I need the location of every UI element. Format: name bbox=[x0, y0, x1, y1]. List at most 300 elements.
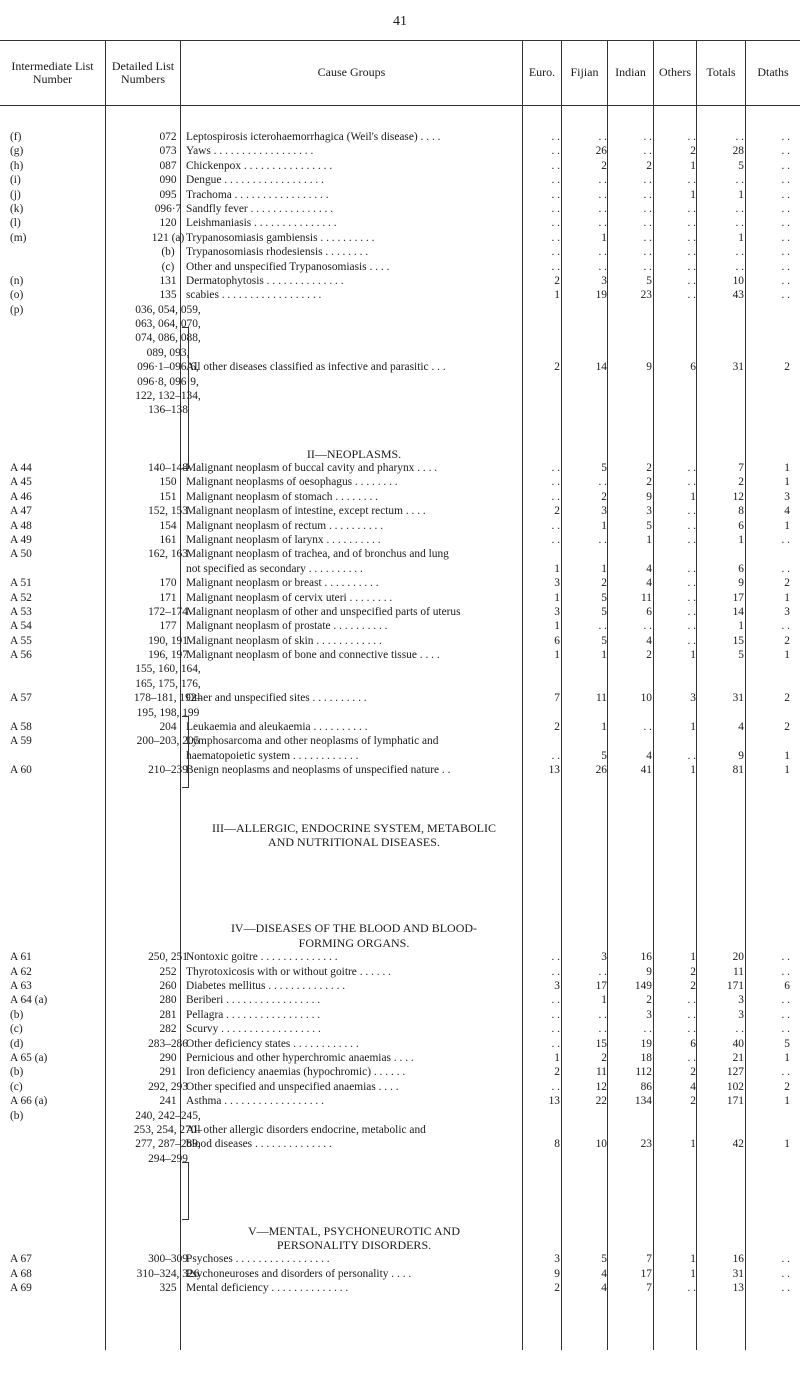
indian-count: . . bbox=[643, 131, 652, 143]
others-count: . . bbox=[687, 505, 696, 518]
others-count: . . bbox=[687, 620, 696, 633]
detailed-list-numbers: 310–324, 326 bbox=[136, 1267, 200, 1280]
section-title: IV—DISEASES OF THE BLOOD AND BLOOD- bbox=[230, 921, 478, 936]
detailed-list-numbers: 155, 160, 164, bbox=[135, 663, 201, 676]
deaths-count: . . bbox=[781, 202, 790, 215]
section-title: II—NEOPLASMS. bbox=[306, 446, 402, 461]
totals-count: 28 bbox=[732, 145, 744, 158]
detailed-list-numbers: 171 bbox=[159, 591, 177, 604]
cause-group: Psychoses . . . . . . . . . . . . . . . . . bbox=[186, 1253, 330, 1266]
table-row bbox=[0, 993, 800, 1007]
table-row bbox=[0, 360, 800, 374]
others-count: . . bbox=[687, 1008, 696, 1021]
totals-count: 8 bbox=[738, 505, 744, 518]
detailed-list-numbers: 294–299 bbox=[148, 1152, 188, 1165]
table-row bbox=[0, 792, 800, 806]
indian-count: 2 bbox=[646, 649, 652, 662]
section-title: PERSONALITY DISORDERS. bbox=[276, 1238, 432, 1253]
indian-count: 5 bbox=[646, 274, 652, 287]
fijian-count: 15 bbox=[595, 1037, 607, 1050]
totals-count: 17 bbox=[732, 591, 744, 604]
fijian-count: 5 bbox=[601, 605, 607, 618]
totals-count: 15 bbox=[732, 634, 744, 647]
intermediate-list-number: A 62 bbox=[10, 965, 32, 978]
fijian-count: 3 bbox=[601, 274, 607, 287]
fijian-count: . . bbox=[598, 965, 607, 978]
indian-count: 6 bbox=[646, 605, 652, 618]
deaths-count: . . bbox=[781, 1008, 790, 1021]
deaths-count: . . bbox=[781, 131, 790, 143]
fijian-count: 2 bbox=[601, 159, 607, 172]
indian-count: 86 bbox=[640, 1080, 652, 1093]
header-rule bbox=[0, 105, 800, 106]
intermediate-list-number: A 44 bbox=[10, 461, 32, 474]
detailed-list-numbers: 096·8, 096·9, bbox=[137, 375, 199, 388]
detailed-list-numbers: 291 bbox=[159, 1066, 177, 1079]
totals-count: 1 bbox=[738, 533, 744, 546]
euro-count: 13 bbox=[548, 764, 560, 777]
indian-count: 112 bbox=[635, 1066, 652, 1079]
indian-count: 1 bbox=[646, 533, 652, 546]
detailed-list-numbers: 140–148 bbox=[148, 461, 188, 474]
indian-count: 7 bbox=[646, 1282, 652, 1295]
cause-group: Malignant neoplasm of trachea, and of bronchus and lung bbox=[186, 548, 449, 561]
others-count: 6 bbox=[690, 1037, 696, 1050]
euro-count: . . bbox=[551, 159, 560, 172]
table-row bbox=[0, 1195, 800, 1209]
table-row bbox=[0, 878, 800, 892]
totals-count: 12 bbox=[732, 490, 744, 503]
table-row bbox=[0, 1051, 800, 1065]
detailed-list-numbers: 252 bbox=[159, 965, 177, 978]
fijian-count: 5 bbox=[601, 749, 607, 762]
table-row bbox=[0, 950, 800, 964]
table-row bbox=[0, 1166, 800, 1180]
indian-count: 3 bbox=[646, 505, 652, 518]
detailed-list-numbers: 152, 153 bbox=[148, 505, 188, 518]
table-row bbox=[0, 504, 800, 518]
fijian-count: 5 bbox=[601, 634, 607, 647]
header-cause-groups: Cause Groups bbox=[317, 65, 386, 79]
table-row bbox=[0, 389, 800, 403]
deaths-count: . . bbox=[781, 1066, 790, 1079]
fijian-count: . . bbox=[598, 202, 607, 215]
cause-group: Malignant neoplasm or breast . . . . . . . . . . bbox=[186, 577, 379, 590]
totals-count: 171 bbox=[726, 1095, 744, 1108]
fijian-count: 1 bbox=[601, 649, 607, 662]
others-count: . . bbox=[687, 519, 696, 532]
table-row bbox=[0, 130, 800, 144]
deaths-count: . . bbox=[781, 994, 790, 1007]
table-row bbox=[0, 677, 800, 691]
header-totals: Totals bbox=[706, 65, 736, 79]
euro-count: . . bbox=[551, 131, 560, 143]
header-intermediate-list-number: Intermediate List Number bbox=[11, 58, 94, 86]
grouping-brace bbox=[182, 327, 189, 469]
table-row bbox=[0, 475, 800, 489]
fijian-count: 5 bbox=[601, 461, 607, 474]
others-count: . . bbox=[687, 562, 696, 575]
grouping-brace bbox=[182, 1162, 189, 1220]
table-row bbox=[0, 1267, 800, 1281]
intermediate-list-number: (j) bbox=[10, 188, 21, 201]
table-row bbox=[0, 260, 800, 274]
indian-count: . . bbox=[643, 1023, 652, 1036]
detailed-list-numbers: 135 bbox=[159, 289, 177, 302]
others-count: 1 bbox=[690, 764, 696, 777]
header-indian: Indian bbox=[615, 65, 646, 79]
totals-count: 1 bbox=[738, 620, 744, 633]
others-count: . . bbox=[687, 1023, 696, 1036]
cause-group: Malignant neoplasm of buccal cavity and pharynx . . . . bbox=[186, 461, 438, 474]
cause-group: Malignant neoplasms of oesophagus . . . . . . . . bbox=[186, 476, 398, 489]
fijian-count: . . bbox=[598, 131, 607, 143]
euro-count: . . bbox=[551, 202, 560, 215]
detailed-list-numbers: 172–174 bbox=[148, 605, 188, 618]
detailed-list-numbers: 241 bbox=[159, 1095, 177, 1108]
indian-count: 134 bbox=[634, 1095, 652, 1108]
fijian-count: 4 bbox=[601, 1267, 607, 1280]
fijian-count: 4 bbox=[601, 1282, 607, 1295]
table-row bbox=[0, 288, 800, 302]
deaths-count: 1 bbox=[784, 764, 790, 777]
indian-count: 2 bbox=[646, 461, 652, 474]
cause-group: Diabetes mellitus . . . . . . . . . . . . . . bbox=[186, 980, 346, 993]
euro-count: 1 bbox=[554, 649, 560, 662]
table-row bbox=[0, 519, 800, 533]
detailed-list-numbers: 063, 064, 070, bbox=[135, 318, 201, 331]
intermediate-list-number: (c) bbox=[10, 1080, 23, 1093]
intermediate-list-number: A 53 bbox=[10, 605, 32, 618]
others-count: 1 bbox=[690, 951, 696, 964]
intermediate-list-number: A 67 bbox=[10, 1253, 32, 1266]
euro-count: 1 bbox=[554, 289, 560, 302]
detailed-list-numbers: 200–203, 205 bbox=[136, 735, 200, 748]
header-euro: Euro. bbox=[528, 65, 556, 79]
others-count: . . bbox=[687, 274, 696, 287]
indian-count: 9 bbox=[646, 965, 652, 978]
fijian-count: 11 bbox=[596, 1066, 607, 1079]
detailed-list-numbers: 281 bbox=[159, 1008, 177, 1021]
table-row bbox=[0, 303, 800, 317]
indian-count: 2 bbox=[646, 476, 652, 489]
intermediate-list-number: (l) bbox=[10, 217, 21, 230]
indian-count: 4 bbox=[646, 562, 652, 575]
cause-group: Other and unspecified sites . . . . . . . . . . bbox=[186, 692, 367, 705]
intermediate-list-number: (d) bbox=[10, 1037, 24, 1050]
euro-count: 3 bbox=[554, 577, 560, 590]
others-count: 6 bbox=[690, 361, 696, 374]
table-row bbox=[0, 1094, 800, 1108]
totals-count: 31 bbox=[732, 1267, 744, 1280]
indian-count: 2 bbox=[646, 159, 652, 172]
totals-count: 1 bbox=[738, 231, 744, 244]
euro-count: 3 bbox=[554, 605, 560, 618]
cause-group: Dermatophytosis . . . . . . . . . . . . . . bbox=[186, 274, 344, 287]
fijian-count: 5 bbox=[601, 591, 607, 604]
table-row bbox=[0, 188, 800, 202]
intermediate-list-number: (o) bbox=[10, 289, 24, 302]
detailed-list-numbers: 096·7 bbox=[154, 202, 182, 215]
cause-group: Other and unspecified Trypanosomiasis . . . . bbox=[186, 260, 390, 273]
totals-count: . . bbox=[735, 246, 744, 259]
euro-count: . . bbox=[551, 519, 560, 532]
totals-count: 3 bbox=[738, 994, 744, 1007]
deaths-count: 1 bbox=[784, 649, 790, 662]
totals-count: 102 bbox=[726, 1080, 744, 1093]
cause-group: All other diseases classified as infective and parasitic . . . bbox=[186, 361, 446, 374]
others-count: . . bbox=[687, 202, 696, 215]
euro-count: . . bbox=[551, 260, 560, 273]
cause-group: Mental deficiency . . . . . . . . . . . . . . bbox=[186, 1282, 349, 1295]
totals-count: 43 bbox=[732, 289, 744, 302]
others-count: . . bbox=[687, 260, 696, 273]
deaths-count: . . bbox=[781, 145, 790, 158]
cause-group: Other deficiency states . . . . . . . . . . . . bbox=[186, 1037, 359, 1050]
deaths-count: 1 bbox=[784, 476, 790, 489]
others-count: . . bbox=[687, 289, 696, 302]
fijian-count: 11 bbox=[596, 692, 607, 705]
table-row bbox=[0, 403, 800, 417]
deaths-count: 2 bbox=[784, 577, 790, 590]
indian-count: 3 bbox=[646, 1008, 652, 1021]
deaths-count: . . bbox=[781, 1282, 790, 1295]
deaths-count: . . bbox=[781, 951, 790, 964]
euro-count: . . bbox=[551, 994, 560, 1007]
deaths-count: . . bbox=[781, 246, 790, 259]
table-row bbox=[0, 432, 800, 446]
euro-count: . . bbox=[551, 490, 560, 503]
deaths-count: 2 bbox=[784, 1080, 790, 1093]
fijian-count: 19 bbox=[595, 289, 607, 302]
header-fijian: Fijian bbox=[570, 65, 599, 79]
detailed-list-numbers: 121 (a) bbox=[151, 231, 185, 244]
intermediate-list-number: A 66 (a) bbox=[10, 1095, 48, 1108]
intermediate-list-number: A 49 bbox=[10, 533, 32, 546]
euro-count: 13 bbox=[548, 1095, 560, 1108]
table-row bbox=[0, 461, 800, 475]
totals-count: 31 bbox=[732, 361, 744, 374]
intermediate-list-number: A 57 bbox=[10, 692, 32, 705]
indian-count: 9 bbox=[646, 490, 652, 503]
header-others: Others bbox=[659, 65, 691, 79]
intermediate-list-number: A 69 bbox=[10, 1282, 32, 1295]
table-row bbox=[0, 591, 800, 605]
detailed-list-numbers: 195, 198, 199 bbox=[136, 706, 200, 719]
euro-count: 6 bbox=[554, 634, 560, 647]
cause-group: Thyrotoxicosis with or without goitre . . . . . . bbox=[186, 965, 392, 978]
others-count: . . bbox=[687, 461, 696, 474]
euro-count: . . bbox=[551, 246, 560, 259]
euro-count: . . bbox=[551, 1037, 560, 1050]
table-row bbox=[0, 231, 800, 245]
intermediate-list-number: A 52 bbox=[10, 591, 32, 604]
totals-count: . . bbox=[735, 131, 744, 143]
detailed-list-numbers: (b) bbox=[161, 246, 175, 259]
totals-count: 13 bbox=[732, 1282, 744, 1295]
deaths-count: . . bbox=[781, 260, 790, 273]
euro-count: 2 bbox=[554, 1066, 560, 1079]
fijian-count: 5 bbox=[601, 1253, 607, 1266]
fijian-count: 26 bbox=[595, 145, 607, 158]
intermediate-list-number: A 60 bbox=[10, 764, 32, 777]
deaths-count: . . bbox=[781, 562, 790, 575]
table-row bbox=[0, 1065, 800, 1079]
table-row bbox=[0, 346, 800, 360]
intermediate-list-number: (g) bbox=[10, 145, 24, 158]
totals-count: 14 bbox=[732, 605, 744, 618]
deaths-count: 1 bbox=[784, 1138, 790, 1151]
cause-group: Iron deficiency anaemias (hypochromic) . . . . . . bbox=[186, 1066, 406, 1079]
table-row bbox=[0, 1123, 800, 1137]
totals-count: 5 bbox=[738, 649, 744, 662]
table-row bbox=[0, 605, 800, 619]
totals-count: 1 bbox=[738, 188, 744, 201]
totals-count: 6 bbox=[738, 562, 744, 575]
others-count: . . bbox=[687, 217, 696, 230]
table-row bbox=[0, 317, 800, 331]
table-row bbox=[0, 216, 800, 230]
euro-count: 8 bbox=[554, 1138, 560, 1151]
deaths-count: 1 bbox=[784, 1052, 790, 1064]
table-row bbox=[0, 173, 800, 187]
cause-group: Malignant neoplasm of bone and connective tissue . . . . bbox=[186, 649, 440, 662]
detailed-list-numbers: 074, 086, 088, bbox=[135, 332, 201, 345]
euro-count: 2 bbox=[554, 1282, 560, 1295]
detailed-list-numbers: 260 bbox=[159, 980, 177, 993]
table-row bbox=[0, 562, 800, 576]
detailed-list-numbers: 204 bbox=[159, 721, 177, 734]
totals-count: 11 bbox=[733, 965, 744, 978]
indian-count: 16 bbox=[640, 951, 652, 964]
cause-group: Malignant neoplasm of skin . . . . . . . . . . . . bbox=[186, 634, 382, 647]
indian-count: 10 bbox=[640, 692, 652, 705]
deaths-count: 4 bbox=[784, 505, 790, 518]
euro-count: 7 bbox=[554, 692, 560, 705]
euro-count: 2 bbox=[554, 274, 560, 287]
cause-group: Benign neoplasms and neoplasms of unspecified nature . . bbox=[186, 764, 451, 777]
intermediate-list-number: A 46 bbox=[10, 490, 32, 503]
table-row bbox=[0, 418, 800, 432]
detailed-list-numbers: 170 bbox=[159, 577, 177, 590]
section-title: V—MENTAL, PSYCHONEUROTIC AND bbox=[247, 1223, 461, 1238]
euro-count: . . bbox=[551, 1080, 560, 1093]
table-row bbox=[0, 979, 800, 993]
fijian-count: 2 bbox=[601, 490, 607, 503]
others-count: . . bbox=[687, 634, 696, 647]
section-title: III—ALLERGIC, ENDOCRINE SYSTEM, METABOLIC bbox=[211, 820, 497, 835]
others-count: 3 bbox=[690, 692, 696, 705]
totals-count: 4 bbox=[738, 721, 744, 734]
deaths-count: . . bbox=[781, 1253, 790, 1266]
table-row bbox=[0, 202, 800, 216]
deaths-count: . . bbox=[781, 965, 790, 978]
cause-group: Malignant neoplasm of intestine, except rectum . . . . bbox=[186, 505, 426, 518]
detailed-list-numbers: 300–309 bbox=[148, 1253, 188, 1266]
euro-count: . . bbox=[551, 188, 560, 201]
detailed-list-numbers: 290 bbox=[159, 1052, 177, 1064]
table-row bbox=[0, 1181, 800, 1195]
table-row bbox=[0, 691, 800, 705]
intermediate-list-number: (k) bbox=[10, 202, 24, 215]
totals-count: 6 bbox=[738, 519, 744, 532]
totals-count: 20 bbox=[732, 951, 744, 964]
table-row bbox=[0, 547, 800, 561]
totals-count: 5 bbox=[738, 159, 744, 172]
intermediate-list-number: (i) bbox=[10, 174, 21, 187]
table-row bbox=[0, 907, 800, 921]
page-number: 41 bbox=[393, 14, 407, 29]
fijian-count: . . bbox=[598, 260, 607, 273]
intermediate-list-number: (m) bbox=[10, 231, 27, 244]
euro-count: . . bbox=[551, 1008, 560, 1021]
table-row bbox=[0, 245, 800, 259]
intermediate-list-number: A 65 (a) bbox=[10, 1052, 48, 1064]
others-count: . . bbox=[687, 476, 696, 489]
intermediate-list-number: A 64 (a) bbox=[10, 994, 48, 1007]
others-count: 1 bbox=[690, 1267, 696, 1280]
fijian-count: 3 bbox=[601, 951, 607, 964]
cause-group: Beriberi . . . . . . . . . . . . . . . . . bbox=[186, 994, 321, 1007]
euro-count: 1 bbox=[554, 620, 560, 633]
table-row bbox=[0, 144, 800, 158]
euro-count: 2 bbox=[554, 505, 560, 518]
deaths-count: 1 bbox=[784, 461, 790, 474]
table-row bbox=[0, 806, 800, 820]
others-count: 2 bbox=[690, 980, 696, 993]
cause-group: Nontoxic goitre . . . . . . . . . . . . . . bbox=[186, 951, 338, 964]
fijian-count: . . bbox=[598, 476, 607, 489]
table-row bbox=[0, 490, 800, 504]
indian-count: 149 bbox=[634, 980, 652, 993]
intermediate-list-number: A 56 bbox=[10, 649, 32, 662]
euro-count: 3 bbox=[554, 980, 560, 993]
table-row bbox=[0, 965, 800, 979]
others-count: 2 bbox=[690, 145, 696, 158]
detailed-list-numbers: 253, 254, 270– bbox=[133, 1123, 203, 1136]
table-row bbox=[0, 331, 800, 345]
header-deaths: Dtaths bbox=[757, 65, 789, 79]
others-count: . . bbox=[687, 749, 696, 762]
detailed-list-numbers: 095 bbox=[159, 188, 177, 201]
detailed-list-numbers: 292, 293 bbox=[148, 1080, 188, 1093]
cause-group: Malignant neoplasm of stomach . . . . . . . . bbox=[186, 490, 379, 503]
fijian-count: . . bbox=[598, 217, 607, 230]
indian-count: . . bbox=[643, 188, 652, 201]
detailed-list-numbers: 240, 242–245, bbox=[135, 1109, 201, 1122]
intermediate-list-number: A 48 bbox=[10, 519, 32, 532]
cause-group: scabies . . . . . . . . . . . . . . . . . . bbox=[186, 289, 322, 302]
cause-group: Trypanosomiasis gambiensis . . . . . . . . . . bbox=[186, 231, 375, 244]
euro-count: . . bbox=[551, 965, 560, 978]
cause-group: Leptospirosis icterohaemorrhagica (Weil's disease) . . . . bbox=[186, 131, 441, 143]
intermediate-list-number: (n) bbox=[10, 274, 24, 287]
indian-count: 2 bbox=[646, 994, 652, 1007]
totals-count: 40 bbox=[732, 1037, 744, 1050]
euro-count: 1 bbox=[554, 591, 560, 604]
detailed-list-numbers: 087 bbox=[159, 159, 177, 172]
table-row bbox=[0, 1022, 800, 1036]
table-row bbox=[0, 1037, 800, 1051]
intermediate-list-number: (h) bbox=[10, 159, 24, 172]
cause-group: Psychoneuroses and disorders of personality . . . . bbox=[186, 1267, 412, 1280]
detailed-list-numbers: 283–286 bbox=[148, 1037, 188, 1050]
table-row bbox=[0, 1109, 800, 1123]
table-row bbox=[0, 1209, 800, 1223]
table-row bbox=[0, 159, 800, 173]
others-count: . . bbox=[687, 577, 696, 590]
others-count: . . bbox=[687, 994, 696, 1007]
